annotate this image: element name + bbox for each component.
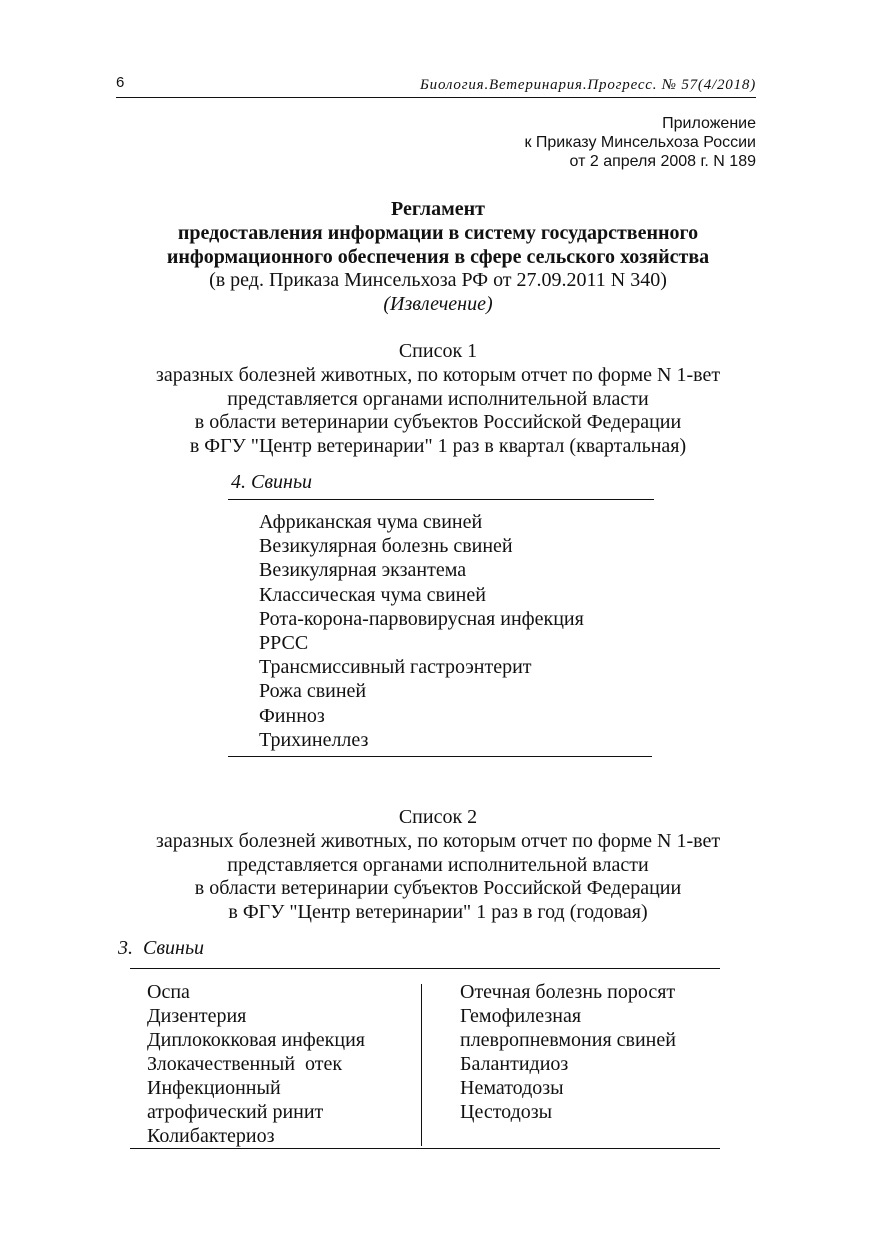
list-item: Цестодозы [460, 1101, 553, 1123]
list-item: Балантидиоз [460, 1053, 569, 1075]
list1-description-line: в ФГУ "Центр ветеринарии" 1 раз в квартал (квартальная) [189, 435, 687, 458]
page-number: 6 [116, 74, 125, 91]
list-item: Рожа свиней [259, 680, 367, 703]
list-item: Оспа [147, 981, 190, 1003]
list-item: Злокачественный отек [147, 1053, 343, 1075]
list-item: Инфекционный [147, 1077, 281, 1099]
appendix-line: от 2 апреля 2008 г. N 189 [569, 153, 756, 170]
title-block [0, 198, 876, 317]
list1-title: Список 1 [398, 340, 478, 362]
list2-right-column [460, 980, 676, 1124]
journal-title: Биология.Ветеринария.Прогресс. № 57(4/2018) [420, 77, 756, 93]
list2-bottom-rule [130, 1148, 720, 1149]
list2-description-line: в области ветеринарии субъектов Российской Федерации [194, 877, 682, 900]
list-item: Колибактериоз [147, 1125, 275, 1147]
list1-top-rule [228, 499, 654, 500]
list2-header [0, 806, 876, 925]
list-item: Трансмиссивный гастроэнтерит [259, 656, 532, 679]
appendix-line: к Приказу Минсельхоза России [524, 134, 756, 151]
header-rule [116, 97, 756, 98]
list-item: Гемофилезная [460, 1005, 582, 1027]
column-divider [421, 984, 422, 1146]
list1-description-line: в области ветеринарии субъектов Российской Федерации [194, 411, 682, 434]
list-item: Финноз [259, 704, 325, 727]
document-heading: Регламент [391, 198, 485, 220]
list-item: Трихинеллез [259, 728, 369, 751]
list1-bottom-rule [228, 756, 652, 757]
list1-header [0, 340, 876, 459]
list-item: Отечная болезнь поросят [460, 981, 676, 1003]
appendix-line: Приложение [662, 115, 756, 132]
list-item: атрофический ринит [147, 1101, 324, 1123]
list2-description-line: представляется органами исполнительной власти [227, 853, 649, 876]
list-item: Африканская чума свиней [259, 511, 483, 533]
document-subtitle-line: предоставления информации в систему государственного [177, 221, 699, 244]
list-item: Диплококковая инфекция [147, 1029, 365, 1051]
list2-section-title: 3. Свиньи [118, 937, 205, 959]
document-subtitle-line: информационного обеспечения в сфере сельского хозяйства [166, 245, 710, 268]
list1-description-line: заразных болезней животных, по которым отчет по форме N 1-вет [155, 363, 721, 386]
list-item: Рота-корона-парвовирусная инфекция [259, 607, 584, 630]
list-item: Классическая чума свиней [259, 583, 486, 606]
appendix-block [524, 114, 756, 171]
list2-description-line: заразных болезней животных, по которым отчет по форме N 1-вет [155, 829, 721, 852]
list1-items [259, 510, 584, 752]
edition-note: (в ред. Приказа Минсельхоза РФ от 27.09.2011 N 340) [209, 269, 667, 292]
extract-note: (Извлечение) [383, 293, 493, 316]
list2-description-line: в ФГУ "Центр ветеринарии" 1 раз в год (годовая) [228, 901, 648, 924]
list-item: Дизентерия [147, 1005, 247, 1027]
list1-description-line: представляется органами исполнительной власти [227, 387, 649, 410]
list1-section-title: 4. Свиньи [231, 471, 313, 493]
list-item: Нематодозы [460, 1077, 564, 1099]
list-item: РРСС [259, 632, 309, 655]
list2-top-rule [130, 968, 720, 969]
list-item: Везикулярная болезнь свиней [259, 535, 513, 558]
list2-title: Список 2 [398, 806, 478, 828]
list-item: плевропневмония свиней [460, 1029, 676, 1051]
list2-left-column [147, 980, 365, 1148]
list-item: Везикулярная экзантема [259, 559, 467, 582]
